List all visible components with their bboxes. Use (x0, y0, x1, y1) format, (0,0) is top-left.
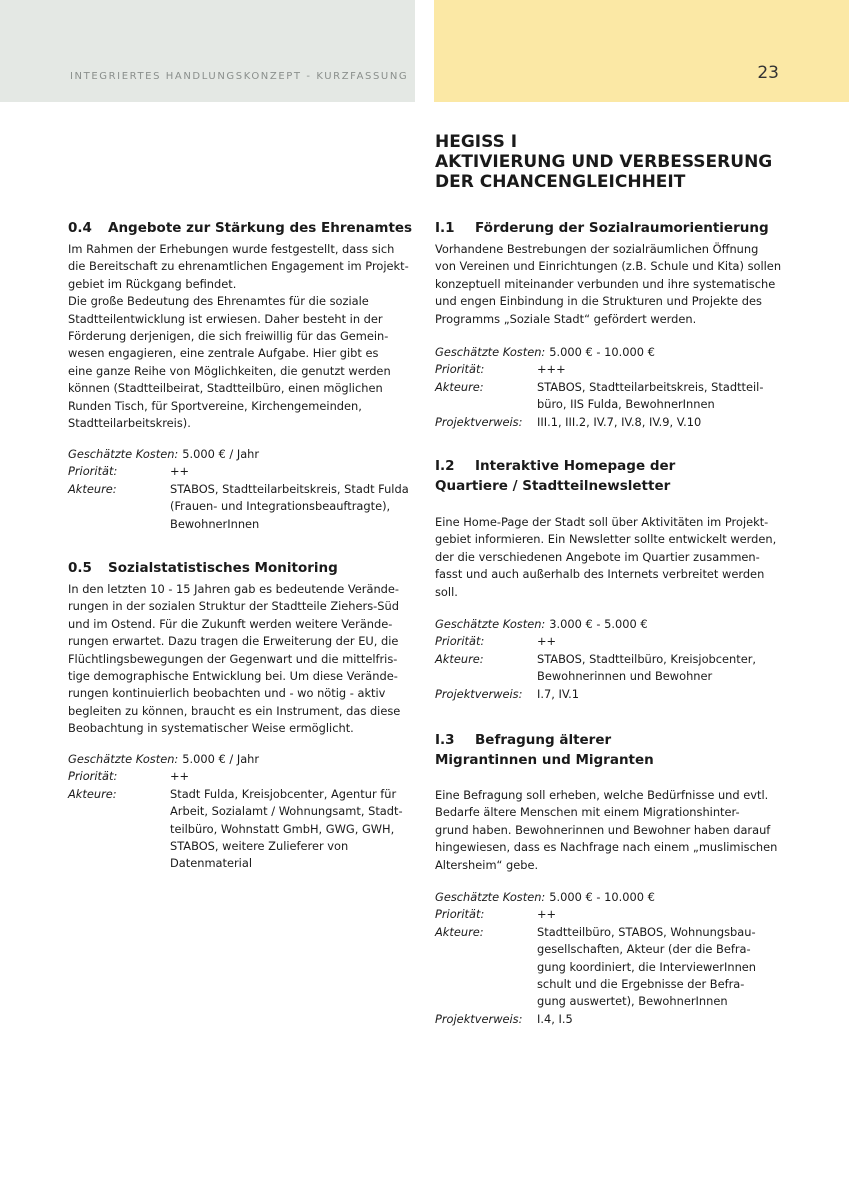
costs-label: Geschätzte Kosten: (435, 890, 546, 904)
body-line: Altersheim“ gebe. (435, 857, 539, 872)
actors-label: Akteure: (435, 379, 484, 394)
section-body-i-1 (435, 241, 780, 328)
actors-value (537, 924, 780, 1011)
actors-line: STABOS, Stadtteilarbeitskreis, Stadt Fulda (170, 481, 409, 496)
section-heading-i-3 (435, 730, 654, 770)
actors-value (537, 379, 780, 414)
body-line: Förderung derjenigen, die sich freiwillig für das Gemein- (68, 329, 389, 344)
section-body-0-5 (68, 581, 413, 738)
costs-row (435, 616, 780, 633)
actors-line: schult und die Ergebnisse der Befra- (537, 977, 745, 992)
body-line: rungen erwartet. Dazu tragen die Erweiterung der EU, die (68, 634, 399, 649)
actors-line: Datenmaterial (170, 856, 252, 871)
chapter-title-line: HEGISS I (435, 132, 518, 152)
header-band-left (0, 0, 415, 102)
body-line: der die verschiedenen Angebote im Quartier zusammen- (435, 549, 760, 564)
body-line: tige demographische Entwicklung bei. Um diese Verände- (68, 669, 398, 684)
body-line: In den letzten 10 - 15 Jahren gab es bedeutende Verände- (68, 582, 400, 596)
actors-label: Akteure: (68, 481, 117, 496)
actors-line: Stadtteilbüro, STABOS, Wohnungsbau- (537, 924, 756, 939)
costs-row (435, 344, 780, 361)
costs-value: 3.000 € - 5.000 € (549, 617, 648, 631)
reference-value: I.4, I.5 (537, 1011, 573, 1026)
actors-line: STABOS, weitere Zulieferer von (170, 839, 349, 854)
section-title: Interaktive Homepage der (475, 458, 676, 474)
actors-line: gung koordiniert, die InterviewerInnen (537, 959, 757, 974)
body-line: soll. (435, 584, 458, 599)
actors-value (537, 651, 780, 686)
body-line: hingewiesen, dass es Nachfrage nach einem „muslimischen (435, 840, 778, 855)
header-band-right (434, 0, 849, 102)
running-head: INTEGRIERTES HANDLUNGSKONZEPT - KURZFASSUNG (70, 71, 409, 82)
actors-line: BewohnerInnen (170, 516, 260, 531)
actors-row (435, 651, 780, 686)
body-line: Stadtteilentwicklung ist erwiesen. Daher besteht in der (68, 311, 383, 326)
section-meta-i-2 (435, 616, 780, 703)
actors-row (68, 481, 413, 533)
body-line: Eine Home-Page der Stadt soll über Aktivitäten im Projekt- (435, 515, 769, 529)
priority-row (435, 361, 780, 378)
costs-label: Geschätzte Kosten: (68, 447, 179, 461)
chapter-title (435, 132, 795, 192)
body-line: gebiet informieren. Ein Newsletter sollte entwickelt werden, (435, 532, 777, 547)
priority-value: +++ (537, 362, 566, 377)
section-meta-i-3 (435, 889, 780, 1028)
section-title: Sozialstatistisches Monitoring (108, 560, 338, 576)
body-line: Runden Tisch, für Sportvereine, Kirchengemeinden, (68, 398, 362, 413)
priority-value: ++ (170, 464, 190, 479)
section-body-0-4 (68, 241, 413, 432)
body-line: Beobachtung in systematischer Weise ermöglicht. (68, 721, 354, 736)
reference-label: Projektverweis: (435, 414, 523, 429)
costs-value: 5.000 € - 10.000 € (549, 890, 655, 904)
actors-label: Akteure: (435, 651, 484, 666)
priority-value: ++ (537, 907, 557, 922)
actors-row (435, 924, 780, 1011)
reference-row (435, 686, 780, 703)
section-body-i-3 (435, 787, 780, 874)
body-line: wesen engagieren, eine zentrale Aufgabe. Hier gibt es (68, 346, 379, 361)
costs-row (435, 889, 780, 906)
actors-line: gung auswertet), BewohnerInnen (537, 994, 728, 1009)
body-line: fasst und auch außerhalb des Internets verbreitet werden (435, 567, 765, 582)
actors-line: Stadt Fulda, Kreisjobcenter, Agentur für (170, 786, 397, 801)
body-line: Programms „Soziale Stadt“ gefördert werden. (435, 311, 697, 326)
reference-value: I.7, IV.1 (537, 686, 580, 701)
actors-line: teilbüro, Wohnstatt GmbH, GWG, GWH, (170, 821, 395, 836)
reference-value: III.1, III.2, IV.7, IV.8, IV.9, V.10 (537, 414, 702, 429)
costs-row (68, 751, 413, 768)
section-heading-i-2 (435, 456, 675, 496)
body-line: Vorhandene Bestrebungen der sozialräumlichen Öffnung (435, 242, 759, 256)
body-line: eine ganze Reihe von Möglichkeiten, die genutzt werden (68, 363, 391, 378)
chapter-title-line: AKTIVIERUNG UND VERBESSERUNG (435, 152, 773, 172)
actors-line: büro, IIS Fulda, BewohnerInnen (537, 397, 715, 412)
actors-line: gesellschaften, Akteur (der die Befra- (537, 942, 751, 957)
section-title: Förderung der Sozialraumorientierung (475, 220, 769, 236)
body-line: und im Ostend. Für die Zukunft werden weitere Verände- (68, 616, 393, 631)
section-title: Angebote zur Stärkung des Ehrenamtes (108, 220, 413, 236)
actors-value (170, 786, 413, 873)
body-line: rungen kontinuierlich beobachten und - wo nötig - aktiv (68, 686, 386, 701)
section-number: I.2 (435, 458, 455, 474)
page-number: 23 (757, 63, 779, 83)
section-meta-0-4 (68, 446, 413, 533)
section-heading-0-5 (68, 558, 338, 578)
costs-label: Geschätzte Kosten: (435, 617, 546, 631)
section-title-line2: Quartiere / Stadtteilnewsletter (435, 478, 671, 494)
reference-row (435, 414, 780, 431)
costs-label: Geschätzte Kosten: (68, 752, 179, 766)
body-line: von Vereinen und Einrichtungen (z.B. Schule und Kita) sollen (435, 259, 782, 274)
section-title-line2: Migrantinnen und Migranten (435, 752, 654, 768)
section-body-i-2 (435, 514, 780, 601)
section-meta-0-5 (68, 751, 413, 873)
actors-line: Arbeit, Sozialamt / Wohnungsamt, Stadt- (170, 804, 403, 819)
body-line: und engen Einbindung in die Strukturen und Projekte des (435, 294, 762, 309)
priority-row (68, 768, 413, 785)
actors-row (435, 379, 780, 414)
body-line: Bedarfe ältere Menschen mit einem Migrationshinter- (435, 805, 740, 820)
section-heading-0-4 (68, 218, 412, 238)
body-line: grund haben. Bewohnerinnen und Bewohner haben darauf (435, 822, 771, 837)
costs-label: Geschätzte Kosten: (435, 345, 546, 359)
reference-label: Projektverweis: (435, 1011, 523, 1026)
body-line: Im Rahmen der Erhebungen wurde festgestellt, dass sich (68, 242, 395, 256)
body-line: Eine Befragung soll erheben, welche Bedürfnisse und evtl. (435, 788, 769, 802)
priority-row (68, 463, 413, 480)
body-line: die Bereitschaft zu ehrenamtlichen Engagement im Projekt- (68, 259, 409, 274)
actors-label: Akteure: (68, 786, 117, 801)
actors-line: Bewohnerinnen und Bewohner (537, 669, 713, 684)
costs-value: 5.000 € / Jahr (182, 447, 260, 461)
costs-value: 5.000 € / Jahr (182, 752, 260, 766)
actors-value (170, 481, 413, 533)
reference-label: Projektverweis: (435, 686, 523, 701)
section-heading-i-1 (435, 218, 769, 238)
body-line: konzeptuell miteinander verbunden und ihre systematische (435, 276, 776, 291)
priority-label: Priorität: (68, 769, 118, 784)
body-line: rungen in der sozialen Struktur der Stadtteile Ziehers-Süd (68, 599, 399, 614)
section-meta-i-1 (435, 344, 780, 431)
actors-line: (Frauen- und Integrationsbeauftragte), (170, 499, 391, 514)
actors-line: STABOS, Stadtteilbüro, Kreisjobcenter, (537, 651, 757, 666)
section-number: 0.5 (68, 560, 92, 576)
priority-row (435, 633, 780, 650)
section-title: Befragung älterer (475, 732, 612, 748)
actors-row (68, 786, 413, 873)
priority-label: Priorität: (435, 362, 485, 377)
priority-label: Priorität: (435, 907, 485, 922)
body-line: begleiten zu können, braucht es ein Instrument, das diese (68, 703, 401, 718)
costs-value: 5.000 € - 10.000 € (549, 345, 655, 359)
section-number: 0.4 (68, 220, 92, 236)
priority-row (435, 906, 780, 923)
priority-value: ++ (537, 634, 557, 649)
reference-row (435, 1011, 780, 1028)
body-line: gebiet im Rückgang befindet. (68, 276, 237, 291)
body-line: können (Stadtteilbeirat, Stadtteilbüro, einen möglichen (68, 381, 383, 396)
priority-label: Priorität: (68, 464, 118, 479)
priority-label: Priorität: (435, 634, 485, 649)
priority-value: ++ (170, 769, 190, 784)
body-line: Stadtteilarbeitskreis). (68, 416, 191, 431)
body-line: Die große Bedeutung des Ehrenamtes für die soziale (68, 294, 369, 309)
section-number: I.3 (435, 732, 455, 748)
actors-line: STABOS, Stadtteilarbeitskreis, Stadtteil- (537, 379, 764, 394)
body-line: Flüchtlingsbewegungen der Gegenwart und die mittelfris- (68, 651, 398, 666)
costs-row (68, 446, 413, 463)
chapter-title-line: DER CHANCENGLEICHHEIT (435, 172, 686, 192)
section-number: I.1 (435, 220, 455, 236)
actors-label: Akteure: (435, 924, 484, 939)
